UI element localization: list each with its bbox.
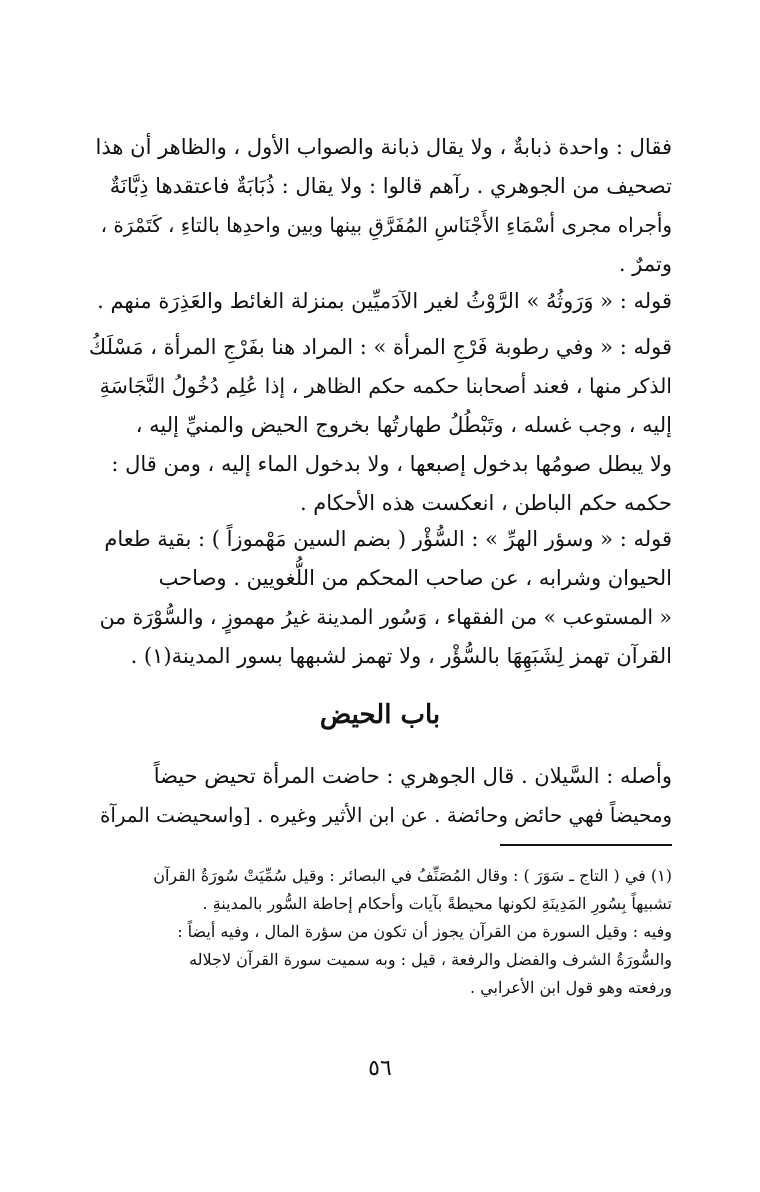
text-line: وأصله : السَّيلان . قال الجوهري : حاضت المرأة تحيض حيضاً	[153, 764, 672, 788]
footnote-line: والسُّورَةُ الشرف والفضل والرفعة ، قيل : وبه سميت سورة القرآن لاجلاله	[189, 950, 672, 969]
footnote-line: ورفعته وهو قول ابن الأعرابي .	[470, 978, 672, 997]
text-line: فقال : واحدة ذبابةٌ ، ولا يقال ذبانة والصواب الأول ، والظاهر أن هذا	[95, 135, 672, 159]
text-line: تصحيف من الجوهري . رآهم قالوا : ولا يقال : ذُبَابَةٌ فاعتقدها ذِبَّانَةٌ	[109, 174, 672, 198]
text-line: الذكر منها ، فعند أصحابنا حكمه حكم الظاهر ، إذا عُلِم دُخُولُ النَّجَاسَةِ	[99, 374, 672, 398]
footnote-line: وفيه : وقيل السورة من القرآن يجوز أن تكون من سؤرة المال ، وفيه أيضاً :	[177, 922, 672, 941]
text-line: إليه ، وجب غسله ، وتَبْطُلُ طهارتُها بخروج الحيض والمنيِّ إليه ،	[135, 413, 672, 437]
paragraph-rawth	[88, 282, 672, 321]
text-line: « المستوعب » من الفقهاء ، وَسُور المدينة غيرُ مهموزٍ ، والسُّوْرَة من	[99, 605, 672, 629]
paragraph-sur-al-hirr	[88, 520, 672, 676]
footnote-separator	[500, 844, 672, 846]
text-line: قوله : « وسؤر الهرِّ » : السُّؤْر ( بضم السين مَهْموزاً ) : بقية طعام	[104, 527, 672, 551]
page-number: ٥٦	[368, 1056, 392, 1081]
paragraph-hayd-origin	[88, 756, 672, 836]
text-line: حكمه حكم الباطن ، انعكست هذه الأحكام .	[299, 491, 672, 515]
footnote-line: تشبيهاً بِسُورِ المَدِينَةِ لكونها محيطةً بآيات وأحكام إحاطة السُّور بالمدينةِ .	[202, 894, 672, 913]
section-heading-wrapper	[0, 700, 760, 730]
text-line: الحيوان وشرابه ، عن صاحب المحكم من اللُّغويين . وصاحب	[158, 566, 672, 590]
text-line: ولا يبطل صومُها بدخول إصبعها ، ولا بدخول الماء إليه ، ومن قال :	[111, 452, 672, 476]
text-line: ومحيضاً فهي حائض وحائضة . عن ابن الأثير وغيره . [واسحيضت المرآة	[99, 804, 672, 827]
paragraph-rutuba	[88, 328, 672, 523]
footnote-line: (١) في ( التاج ـ سَوَرَ ) : وقال المُصَنِّفُ في البصائر : وقيل سُمِّيَتْ سُورَةُ القرآن	[153, 866, 672, 885]
section-heading: باب الحيض	[319, 700, 441, 730]
text-line: وأجراه مجرى أسْمَاءِ الأَجْنَاسِ المُفَرَّقِ بينها وبين واحدِها بالتاءِ ، كَتَمْرَة ،	[100, 214, 672, 237]
footnote	[88, 862, 672, 1002]
text-line: قوله : « وفي رطوبة فَرْجِ المرأة » : المراد هنا بفَرْجِ المرأة ، مَسْلَكُ	[88, 335, 672, 359]
text-line: وتمرٌ .	[618, 252, 672, 276]
paragraph-dhubaba	[88, 128, 672, 284]
text-line: القرآن تهمز لِشَبَهِهَا بالسُّؤْر ، ولا تهمز لشبهها بسور المدينة(١) .	[130, 644, 672, 668]
text-line: قوله : « وَرَوثُهُ » الرَّوْثُ لغير الآدَميِّين بمنزلة الغائط والعَذِرَة منهم .	[97, 289, 672, 313]
